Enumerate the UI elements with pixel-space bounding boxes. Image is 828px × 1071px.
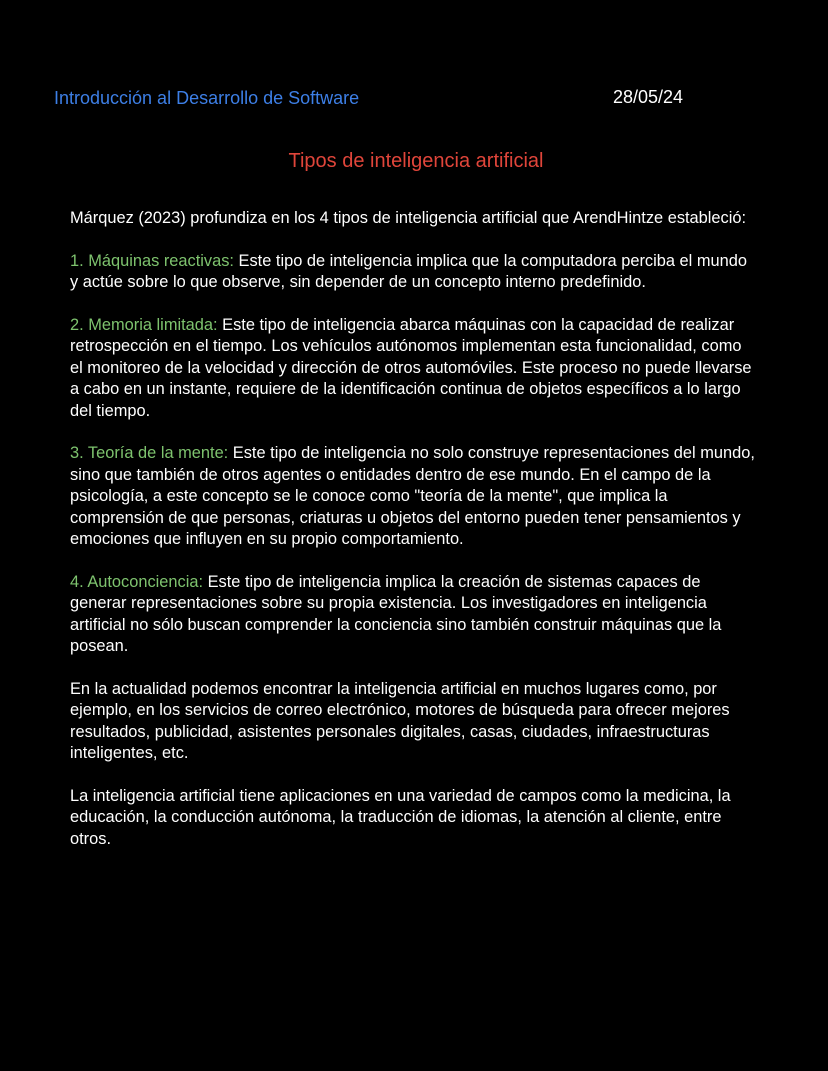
type-description: Este tipo de inteligencia implica la creación de sistemas capaces de generar representaciones sobre su propia existencia. Los investigadores en inteligencia artificial no sólo buscan comprender la conciencia sino también construir máquinas que la posean.: [70, 572, 722, 656]
type-reactive-machines: [70, 251, 755, 294]
type-description: Este tipo de inteligencia implica que la computadora perciba el mundo y actúe sobre lo que observe, sin depender de un concepto interno predefinido.: [70, 251, 747, 292]
applications-paragraph: En la actualidad podemos encontrar la inteligencia artificial en muchos lugares como, por ejemplo, en los servicios de correo electrónico, motores de búsqueda para ofrecer mejores resultados, publicidad, asistentes personales digitales, casas, ciudades, infraestructuras inteligentes, etc.: [70, 679, 730, 763]
type-self-awareness: [70, 572, 755, 658]
type-term: 1. Máquinas reactivas:: [70, 251, 234, 270]
course-name: Introducción al Desarrollo de Software: [54, 88, 360, 108]
type-theory-of-mind: [70, 443, 755, 550]
type-term: 4. Autoconciencia:: [70, 572, 204, 591]
type-term: 3. Teoría de la mente:: [70, 444, 229, 463]
document-body: [70, 208, 755, 871]
intro-paragraph: Márquez (2023) profundiza en los 4 tipos de inteligencia artificial que ArendHintze estableció:: [70, 209, 747, 227]
fields-paragraph: La inteligencia artificial tiene aplicaciones en una variedad de campos como la medicina, la educación, la conducción autónoma, la traducción de idiomas, la atención al cliente, entre otros.: [70, 786, 731, 848]
document-date: 28/05/24: [613, 87, 684, 107]
type-description: Este tipo de inteligencia no solo construye representaciones del mundo, sino que también de otros agentes o entidades dentro de ese mundo. En el campo de la psicología, a este concepto se le conoce como "teoría de la mente", que implica la comprensión de que personas, criaturas u objetos del entorno pueden tener pensamientos y emociones que influyen en su propio comportamiento.: [70, 444, 755, 549]
type-limited-memory: [70, 315, 755, 422]
type-description: Este tipo de inteligencia abarca máquinas con la capacidad de realizar retrospección en el tiempo. Los vehículos autónomos implementan esta funcionalidad, como el monitoreo de la velocidad y dirección de otros automóviles. Este proceso no puede llevarse a cabo en un instante, requiere de la identificación continua de objetos específicos a lo largo del tiempo.: [70, 316, 752, 420]
document-title: Tipos de inteligencia artificial: [288, 150, 544, 172]
type-term: 2. Memoria limitada:: [70, 316, 218, 334]
